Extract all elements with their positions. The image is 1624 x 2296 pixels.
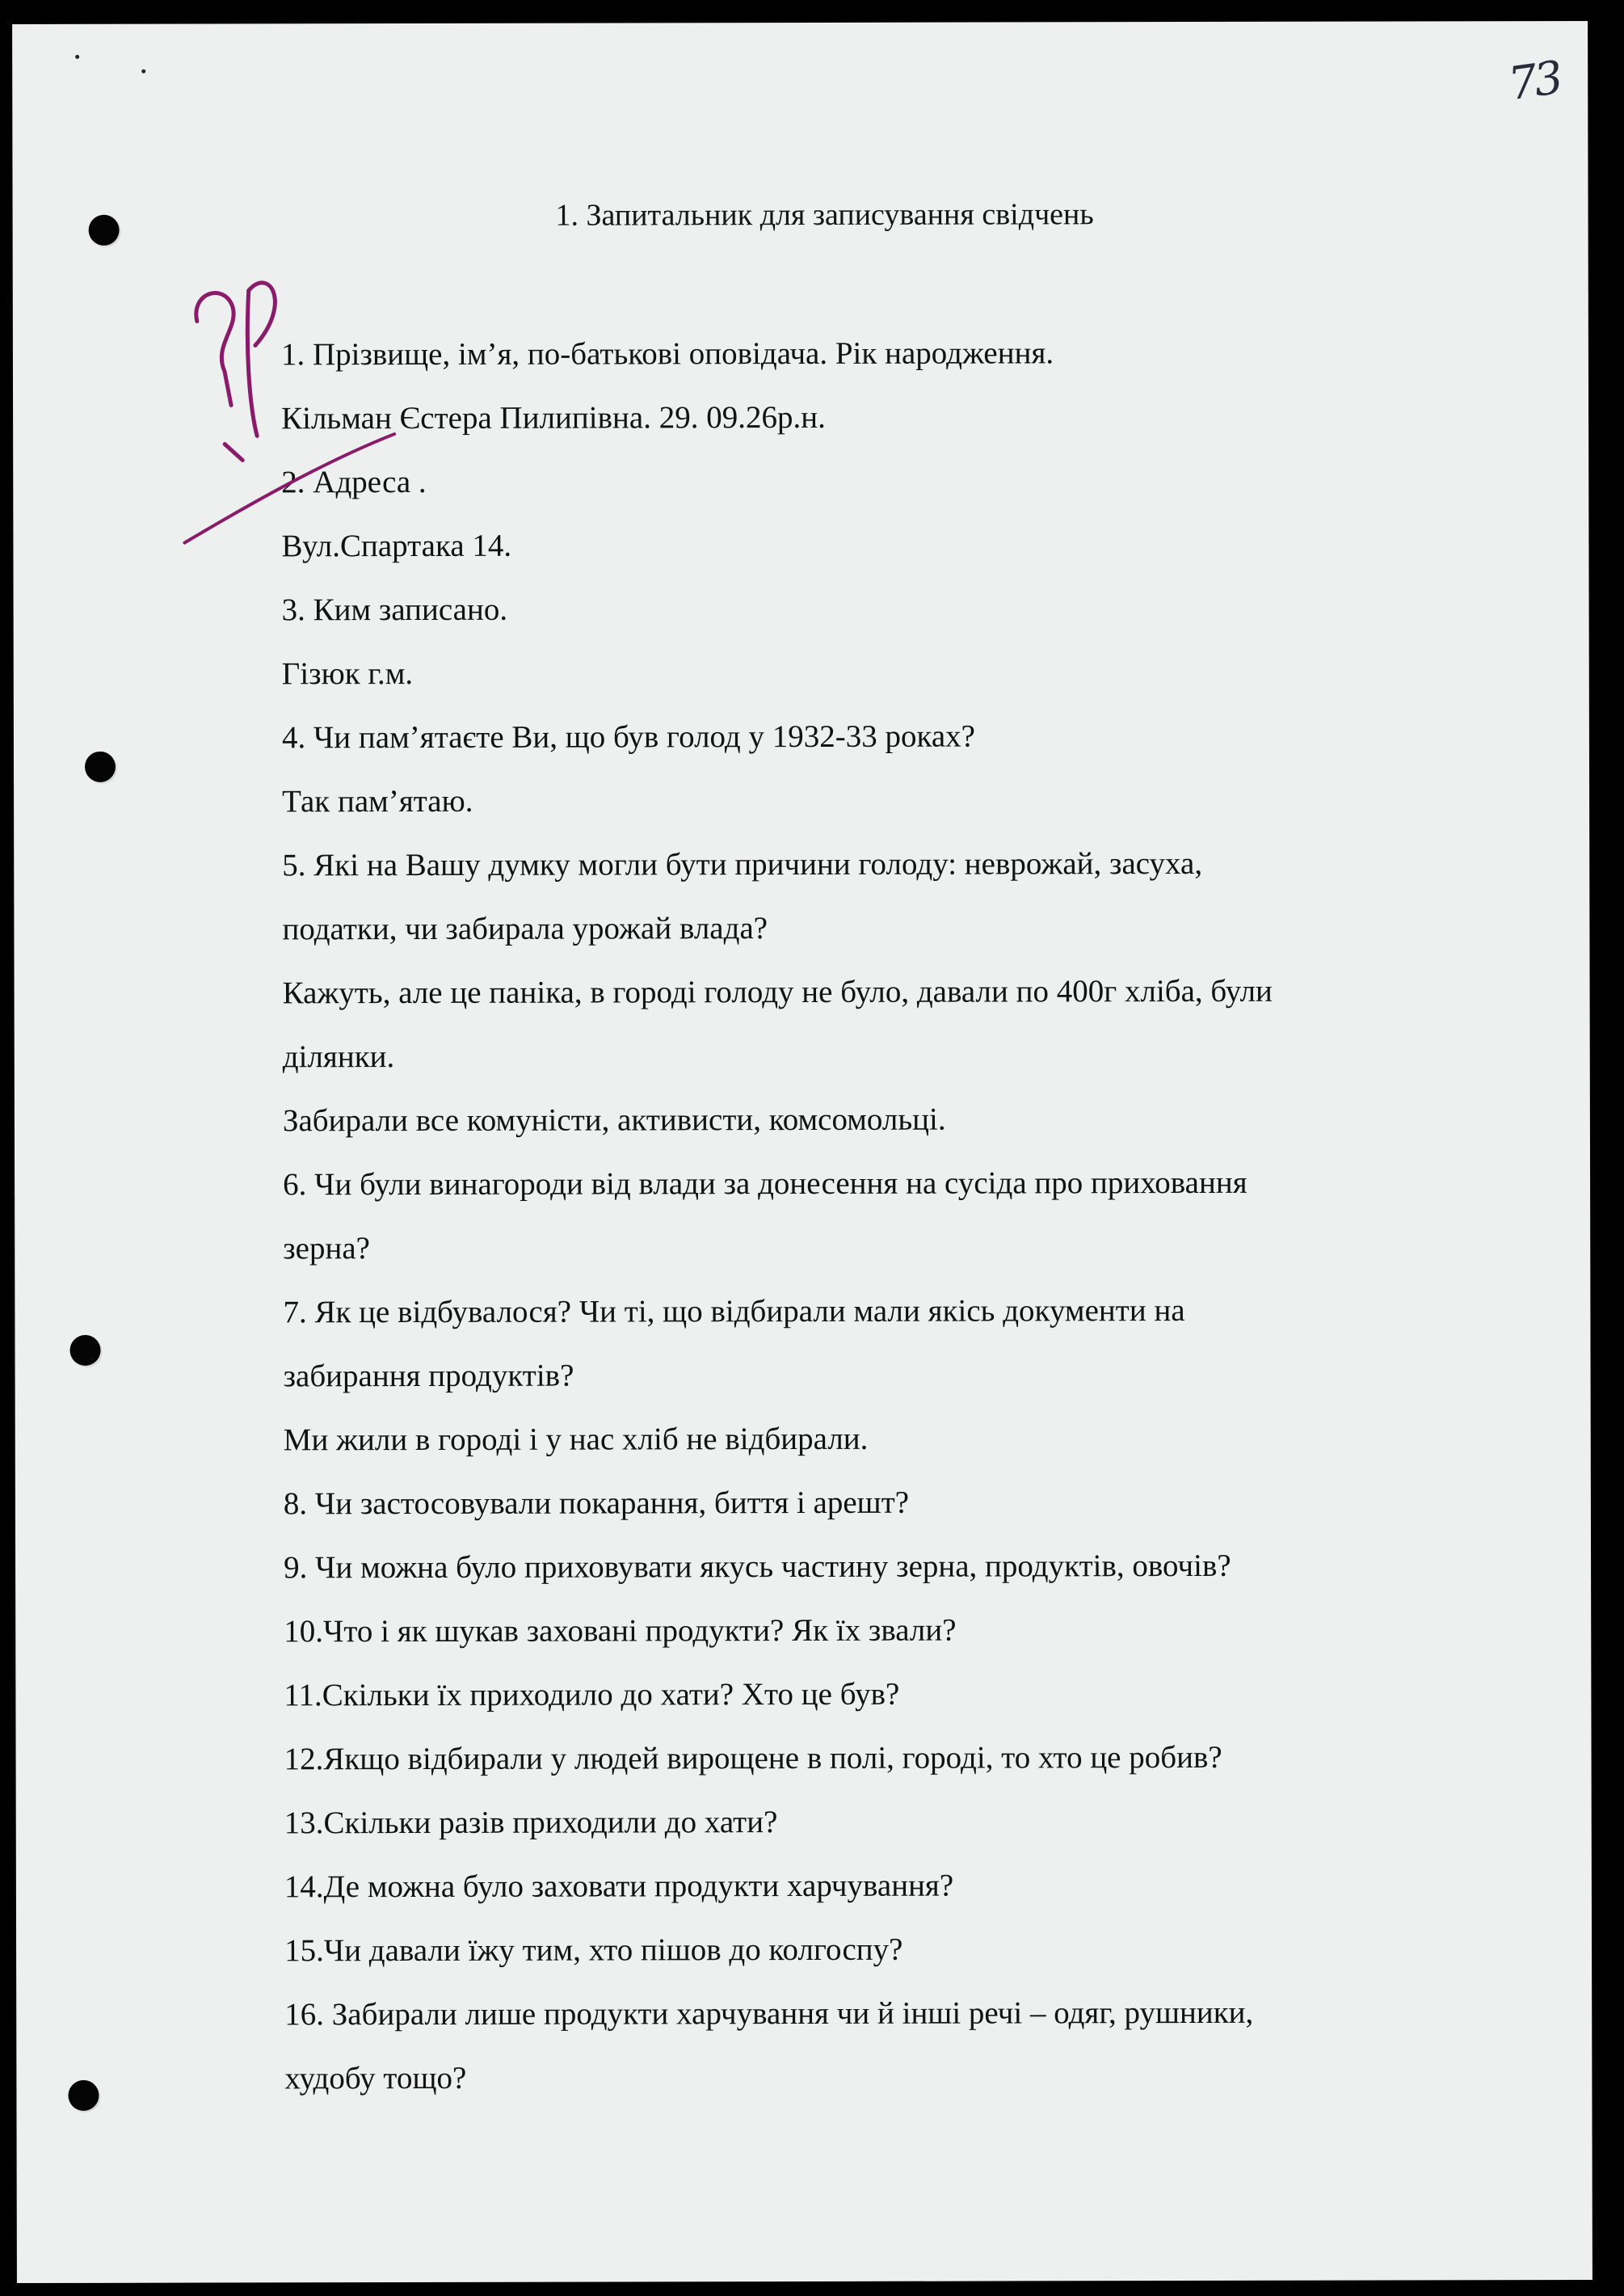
text-line: 15.Чи давали їжу тим, хто пішов до колгоспу? bbox=[284, 1932, 903, 1969]
text-line: 12.Якщо відбирали у людей вирощене в полі, городі, то хто це робив? bbox=[284, 1739, 1222, 1777]
text-line: 2. Адреса . bbox=[281, 464, 427, 500]
text-line: Забирали все комуністи, активисти, комсомольці. bbox=[282, 1102, 946, 1139]
text-line: 9. Чи можна було приховувати якусь частину зерна, продуктів, овочів? bbox=[284, 1548, 1231, 1586]
text-line: 13.Скільки разів приходили до хати? bbox=[284, 1805, 778, 1841]
annotation-strike-line bbox=[184, 434, 394, 543]
text-line: податки, чи забирала урожай влада? bbox=[282, 911, 768, 947]
text-line: 4. Чи пам’ятаєте Ви, що був голод у 1932-33 роках? bbox=[281, 718, 975, 756]
text-line: ділянки. bbox=[282, 1039, 395, 1075]
text-line: 7. Як це відбувалося? Чи ті, що відбирали мали якісь документи на bbox=[283, 1293, 1185, 1330]
text-line: забирання продуктів? bbox=[283, 1358, 574, 1394]
punch-hole bbox=[85, 752, 116, 782]
punch-hole bbox=[68, 2080, 99, 2111]
text-line: 6. Чи були винагороди від влади за донесення на сусіда про приховання bbox=[283, 1165, 1247, 1203]
page-number: 73 bbox=[1504, 51, 1563, 112]
text-line: 8. Чи застосовували покарання, биття і арешт? bbox=[283, 1485, 910, 1522]
punch-hole bbox=[69, 1335, 100, 1366]
text-line: Вул.Спартака 14. bbox=[281, 528, 512, 564]
text-line: Ми жили в городі і у нас хліб не відбирали. bbox=[283, 1421, 869, 1458]
text-line: 3. Ким записано. bbox=[281, 592, 508, 628]
page-title: 1. Запитальник для записування свідчень bbox=[555, 197, 1094, 233]
text-line: 14.Де можна було заховати продукти харчування? bbox=[284, 1868, 954, 1905]
text-line: худобу тощо? bbox=[284, 2060, 467, 2096]
handwritten-annotation bbox=[12, 23, 498, 590]
document-page bbox=[12, 21, 1592, 2283]
annotation-letter-p-stem bbox=[247, 290, 257, 436]
text-line: 10.Что і як шукав заховані продукти? Як їх звали? bbox=[284, 1612, 957, 1649]
annotation-question-mark bbox=[196, 293, 234, 405]
annotation-question-dot bbox=[225, 444, 242, 460]
text-line: 16. Забирали лише продукти харчування чи й інші речі – одяг, рушники, bbox=[284, 1995, 1254, 2033]
text-line: Кажуть, але це паніка, в городі голоду не було, давали по 400г хліба, були bbox=[282, 973, 1273, 1011]
text-line: зерна? bbox=[283, 1231, 371, 1266]
annotation-letter-p-bowl bbox=[249, 283, 276, 346]
text-line: 1. Прізвище, ім’я, по-батькові оповідача. Рік народження. bbox=[280, 335, 1054, 373]
text-line: 5. Які на Вашу думку могли бути причини голоду: неврожай, засуха, bbox=[282, 845, 1203, 883]
text-line: 11.Скільки їх приходило до хати? Хто це був? bbox=[284, 1676, 900, 1713]
text-line: Кільман Єстера Пилипівна. 29. 09.26р.н. bbox=[281, 399, 826, 436]
text-line: Гізюк г.м. bbox=[281, 656, 414, 692]
text-line: Так пам’ятаю. bbox=[282, 783, 473, 819]
